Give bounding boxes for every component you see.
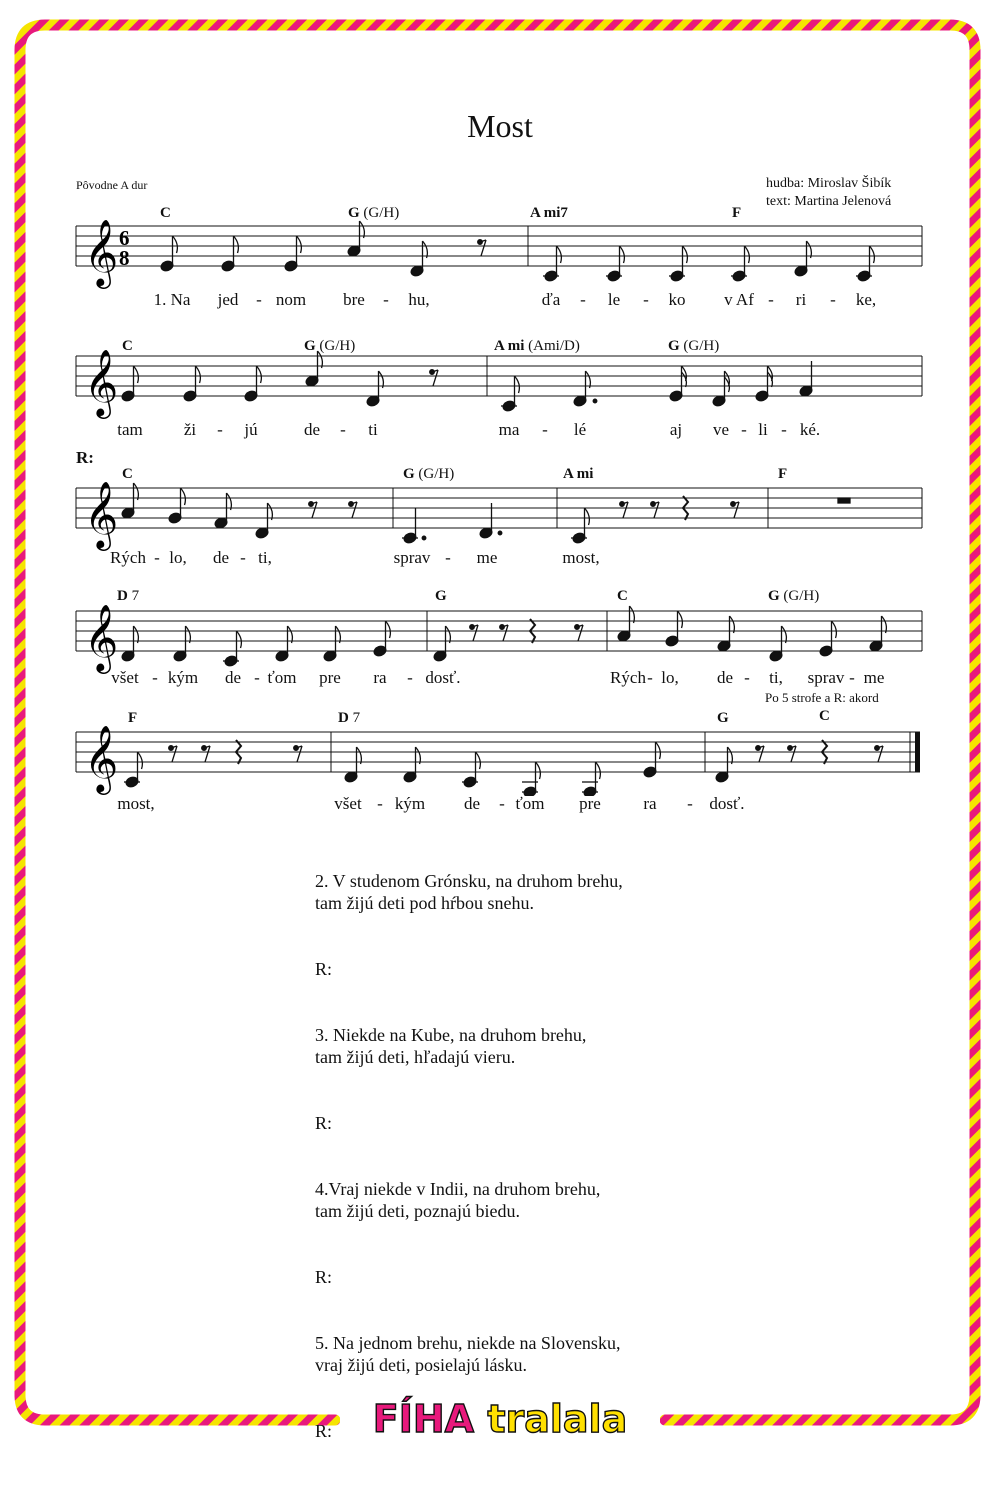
lyric: dosť. — [425, 668, 461, 687]
lyric: le — [607, 290, 621, 309]
eighth-rest — [620, 502, 628, 518]
eighth-rest — [294, 746, 302, 762]
lyric: pre — [579, 794, 601, 813]
lyric-hyphen: - — [849, 668, 855, 687]
note — [373, 621, 391, 657]
note — [168, 488, 186, 524]
lyric: most, — [117, 794, 155, 813]
eighth-rest — [875, 746, 883, 762]
verse-3: 3. Niekde na Kube, na druhom brehu, tam žijú deti, hľadajú vieru. — [315, 1025, 587, 1067]
lyric: ti, — [258, 548, 272, 567]
lyric: ti, — [769, 668, 783, 687]
lyric-hyphen: - — [154, 548, 160, 567]
song-title: Most — [467, 108, 533, 144]
verse-refrain: R: — [315, 1421, 333, 1441]
lyric: most, — [562, 548, 600, 567]
lyric: ra — [643, 794, 657, 813]
lyric-hyphen: - — [643, 290, 649, 309]
original-key: Pôvodne A dur — [76, 178, 148, 192]
verse-5: 5. Na jednom brehu, niekde na Slovensku, vraj žijú deti, posielajú lásku. — [315, 1333, 621, 1375]
music-staff — [0, 200, 1000, 290]
note — [669, 246, 687, 282]
note — [856, 246, 874, 282]
logo-part-1: FÍHA — [372, 1397, 475, 1441]
lyric-hyphen: - — [340, 420, 346, 439]
note — [501, 376, 519, 412]
chord: A mi7 — [530, 205, 568, 221]
chord: D 7 — [117, 588, 140, 604]
lyric: pre — [319, 668, 341, 687]
chord: G (G/H) — [304, 338, 356, 354]
lyric: lé — [573, 420, 587, 439]
lyric: me — [476, 548, 498, 567]
whole-rest — [838, 498, 850, 503]
lyric: všet — [111, 668, 139, 687]
chord: G — [717, 710, 729, 726]
lyric: me — [863, 668, 885, 687]
lyric-hyphen: - — [580, 290, 586, 309]
lyric: ve — [712, 420, 730, 439]
note — [121, 366, 139, 402]
lyric: jú — [244, 420, 258, 439]
treble-clef-icon: 𝄞 — [84, 603, 119, 671]
lyric-hyphen: - — [781, 420, 787, 439]
lyric: sprav — [807, 668, 845, 687]
lyric: jed — [217, 290, 239, 309]
lyric: de — [716, 668, 734, 687]
note — [819, 621, 837, 657]
lyric: ťom — [515, 794, 545, 813]
music-credit: hudba: Miroslav Šibík — [766, 176, 892, 191]
lyric-hyphen: - — [383, 290, 389, 309]
note — [284, 236, 302, 272]
chord: C — [160, 205, 171, 221]
sixteenth-note — [669, 366, 687, 402]
chord: C — [819, 708, 830, 724]
note — [543, 246, 561, 282]
lyric: 1. Na — [153, 290, 191, 309]
note — [522, 762, 540, 796]
chord: A mi — [563, 466, 594, 482]
fiha-tralala-logo — [340, 1395, 660, 1443]
sixteenth-note — [755, 366, 773, 402]
lyric: ke, — [855, 290, 877, 309]
note — [221, 236, 239, 272]
treble-clef-icon: 𝄞 — [84, 348, 119, 416]
note — [183, 366, 201, 402]
text-credit: text: Martina Jelenová — [766, 194, 892, 209]
dotted-note — [402, 508, 426, 544]
chord: C — [122, 338, 133, 354]
lyric: dosť. — [709, 794, 745, 813]
lyric-hyphen: - — [445, 548, 451, 567]
lyric: de — [212, 548, 230, 567]
lyric: ma — [498, 420, 520, 439]
lyric: ko — [668, 290, 686, 309]
lyric-hyphen: - — [256, 290, 262, 309]
note — [160, 236, 178, 272]
eighth-rest — [731, 502, 739, 518]
eighth-rest — [500, 625, 508, 641]
music-staff — [0, 330, 1000, 420]
treble-clef-icon: 𝄞 — [84, 724, 119, 792]
eighth-rest — [430, 370, 438, 386]
lyric: ďa — [541, 290, 561, 309]
verse-4: 4.Vraj niekde v Indii, na druhom brehu, tam žijú deti, poznajú biedu. — [315, 1179, 601, 1221]
lyric: hu, — [408, 290, 430, 309]
lyric: kým — [394, 794, 426, 813]
lyric: lo, — [169, 548, 187, 567]
chord: F — [128, 710, 138, 726]
chord: D 7 — [338, 710, 361, 726]
music-staff — [0, 462, 1000, 552]
lyric: ťom — [267, 668, 297, 687]
lyric: všet — [334, 794, 362, 813]
lyric-hyphen: - — [741, 420, 747, 439]
note — [124, 752, 142, 788]
eighth-rest — [651, 502, 659, 518]
lyric: ra — [373, 668, 387, 687]
note — [606, 246, 624, 282]
note — [665, 611, 683, 647]
lyric: ti — [368, 420, 378, 439]
chord: C — [122, 466, 133, 482]
lyric: li — [758, 420, 768, 439]
verse-2: 2. V studenom Grónsku, na druhom brehu, tam žijú deti pod hŕbou snehu. — [315, 871, 623, 913]
lyric: ké. — [799, 420, 821, 439]
lyric: kým — [167, 668, 199, 687]
verse-refrain: R: — [315, 1113, 333, 1133]
verse-refrain: R: — [315, 1267, 333, 1287]
music-staff — [0, 706, 1000, 796]
logo-part-2: tralala — [487, 1397, 628, 1441]
note — [223, 631, 241, 667]
verse-refrain: R: — [315, 959, 333, 979]
eighth-rest — [575, 625, 583, 641]
eighth-rest — [169, 746, 177, 762]
time-signature-bottom: 8 — [119, 246, 130, 270]
chord: F — [732, 205, 742, 221]
eighth-rest — [349, 502, 357, 518]
eighth-rest — [478, 240, 486, 256]
lyric: aj — [669, 420, 683, 439]
eighth-rest — [202, 746, 210, 762]
lyric: de — [463, 794, 481, 813]
chord: A mi (Ami/D) — [494, 338, 580, 354]
lyric-hyphen: - — [377, 794, 383, 813]
lyric-hyphen: - — [407, 668, 413, 687]
note — [462, 752, 480, 788]
lyric-hyphen: - — [744, 668, 750, 687]
note — [582, 762, 600, 796]
lyric-hyphen: - — [217, 420, 223, 439]
chord: G — [435, 588, 447, 604]
lyric-hyphen: - — [240, 548, 246, 567]
treble-clef-icon: 𝄞 — [84, 480, 119, 548]
lyric: sprav — [393, 548, 431, 567]
lyric: tam — [117, 420, 143, 439]
lyric-hyphen: - — [647, 668, 653, 687]
ending-note: Po 5 strofe a R: akord — [765, 690, 879, 705]
chord: G (G/H) — [348, 205, 400, 221]
lyric-hyphen: - — [254, 668, 260, 687]
chord: G (G/H) — [768, 588, 820, 604]
eighth-rest — [756, 746, 764, 762]
eighth-rest — [788, 746, 796, 762]
eighth-rest — [309, 502, 317, 518]
lyric: bre — [343, 290, 365, 309]
chord: F — [778, 466, 788, 482]
eighth-rest — [470, 625, 478, 641]
lyric: Rých — [610, 668, 646, 687]
note — [244, 366, 262, 402]
note — [571, 508, 589, 544]
verses — [315, 870, 623, 1486]
lyric: nom — [275, 290, 307, 309]
chord: G (G/H) — [403, 466, 455, 482]
lyric: ri — [795, 290, 807, 309]
lyric-hyphen: - — [687, 794, 693, 813]
time-signature-top: 6 — [119, 226, 130, 250]
note — [643, 742, 661, 778]
lyric-hyphen: - — [542, 420, 548, 439]
refrain-label: R: — [76, 448, 94, 467]
lyric-hyphen: - — [768, 290, 774, 309]
music-staff — [0, 585, 1000, 675]
lyric: de — [224, 668, 242, 687]
treble-clef-icon: 𝄞 — [84, 218, 119, 286]
chord: G (G/H) — [668, 338, 720, 354]
lyric: ži — [183, 420, 197, 439]
lyric: de — [303, 420, 321, 439]
lyric-hyphen: - — [499, 794, 505, 813]
note — [731, 246, 749, 282]
lyric-hyphen: - — [152, 668, 158, 687]
chord: C — [617, 588, 628, 604]
lyric: lo, — [661, 668, 679, 687]
lyric: v Af — [724, 290, 754, 309]
final-barline — [915, 732, 920, 772]
lyric-hyphen: - — [830, 290, 836, 309]
lyric: Rých — [110, 548, 146, 567]
